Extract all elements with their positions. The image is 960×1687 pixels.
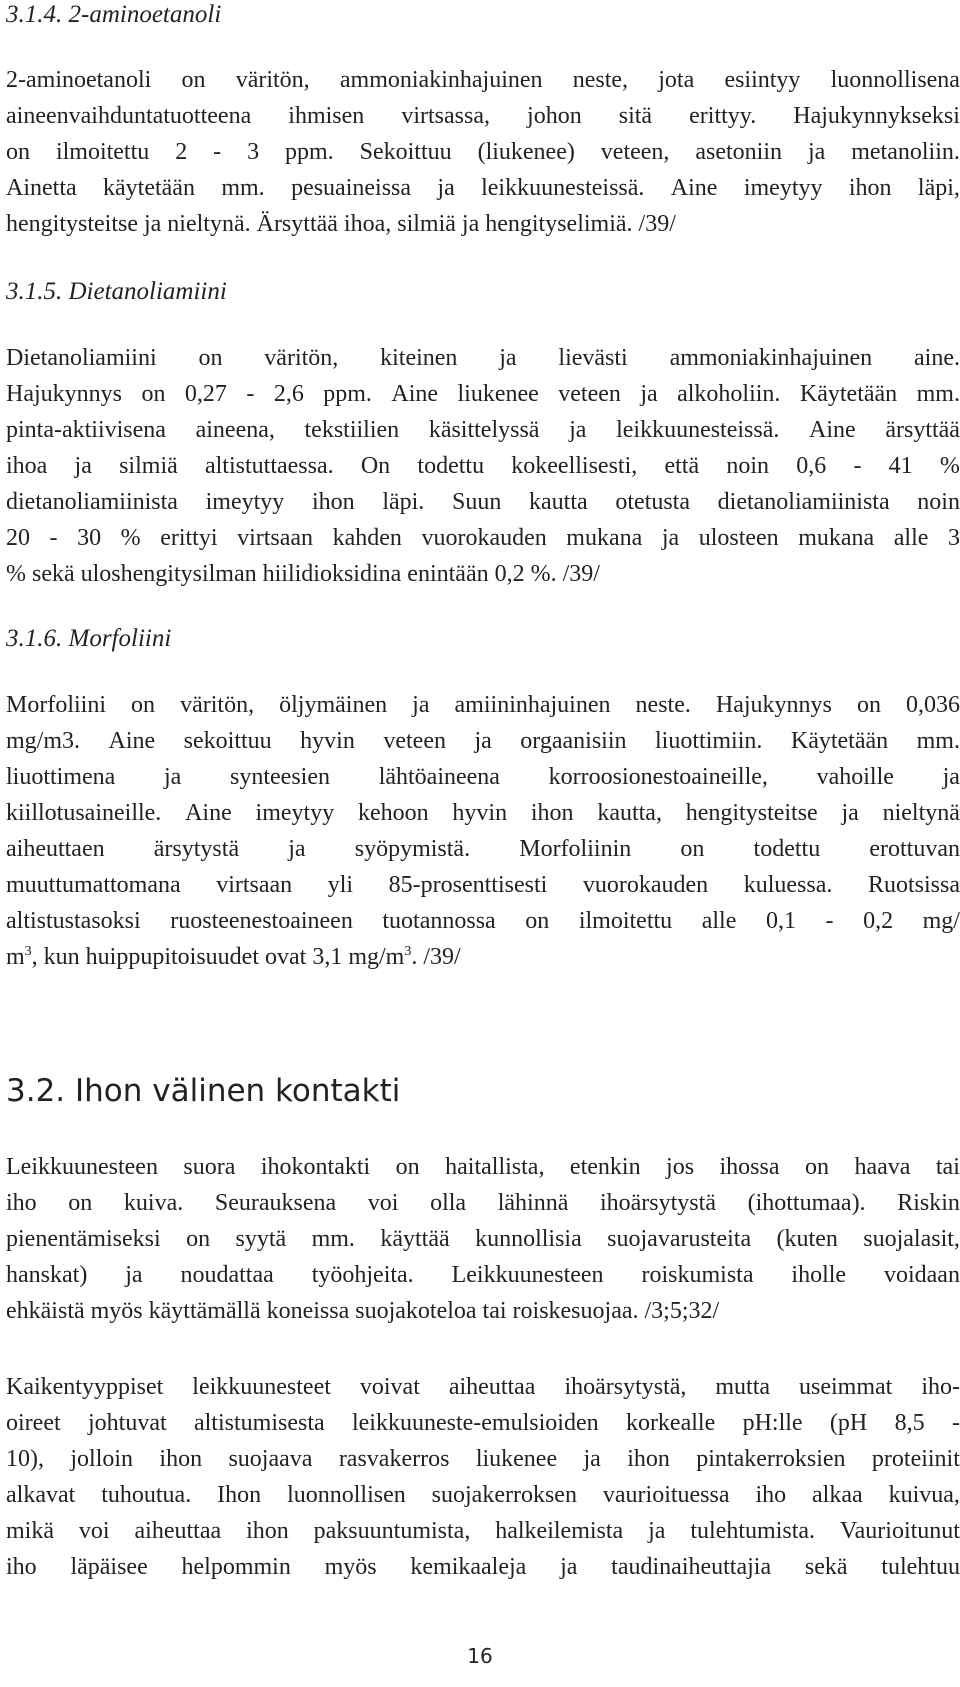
text-line: muuttumattomana virtsaan yli 85-prosenttisesti vuorokauden kuluessa. Ruotsissa [6, 872, 960, 898]
text-line: on ilmoitettu 2 - 3 ppm. Sekoittuu (liukenee) veteen, asetoniin ja metanoliin. [6, 139, 960, 165]
text-line: Hajukynnys on 0,27 - 2,6 ppm. Aine liukenee veteen ja alkoholiin. Käytetään mm. [6, 381, 960, 407]
text-fragment: m [6, 944, 25, 970]
text-fragment: , kun huippupitoisuudet ovat 3,1 mg/m [31, 944, 405, 970]
text-line: hengitysteitse ja nieltynä. Ärsyttää ihoa, silmiä ja hengityselimiä. /39/ [6, 211, 676, 237]
text-line: Morfoliini on väritön, öljymäinen ja amiininhajuinen neste. Hajukynnys on 0,036 [6, 692, 960, 718]
text-line: aiheuttaen ärsytystä ja syöpymistä. Morfoliinin on todettu erottuvan [6, 836, 960, 862]
text-line: pienentämiseksi on syytä mm. käyttää kunnollisia suojavarusteita (kuten suojalasit, [6, 1226, 960, 1252]
text-line: aineenvaihduntatuotteena ihmisen virtsassa, johon sitä erittyy. Hajukynnykseksi [6, 103, 960, 129]
superscript: 3 [404, 944, 412, 959]
section-heading-morfoliini: 3.1.6. Morfoliini [6, 625, 172, 652]
page-number: 16 [467, 1644, 493, 1668]
text-line: alkavat tuhoutua. Ihon luonnollisen suojakerroksen vaurioituessa iho alkaa kuivua, [6, 1482, 960, 1508]
text-line: 2-aminoetanoli on väritön, ammoniakinhajuinen neste, jota esiintyy luonnollisena [6, 67, 960, 93]
text-line: altistustasoksi ruosteenestoaineen tuotannossa on ilmoitettu alle 0,1 - 0,2 mg/ [6, 908, 960, 934]
text-line: dietanoliamiinista imeytyy ihon läpi. Suun kautta otetusta dietanoliamiinista noin [6, 489, 960, 515]
text-line: Ainetta käytetään mm. pesuaineissa ja leikkuunesteissä. Aine imeytyy ihon läpi, [6, 175, 960, 201]
text-line: iho on kuiva. Seurauksena voi olla lähinnä ihoärsytystä (ihottumaa). Riskin [6, 1190, 960, 1216]
text-line: Dietanoliamiini on väritön, kiteinen ja lievästi ammoniakinhajuinen aine. [6, 345, 960, 371]
superscript: 3 [24, 944, 32, 959]
text-line: Leikkuunesteen suora ihokontakti on haitallista, etenkin jos ihossa on haava tai [6, 1154, 960, 1180]
text-line: oireet johtuvat altistumisesta leikkuuneste-emulsioiden korkealle pH:lle (pH 8,5 - [6, 1410, 960, 1436]
paragraph-dietanoliamiini [6, 340, 960, 592]
text-line-with-superscripts [6, 939, 960, 975]
text-line: kiillotusaineille. Aine imeytyy kehoon hyvin ihon kautta, hengitysteitse ja nieltynä [6, 800, 960, 826]
section-heading-2-aminoetanoli: 3.1.4. 2-aminoetanoli [6, 1, 222, 28]
paragraph-morfoliini [6, 687, 960, 975]
text-line: hanskat) ja noudattaa työohjeita. Leikkuunesteen roiskumista iholle voidaan [6, 1262, 960, 1288]
text-line: 10), jolloin ihon suojaava rasvakerros liukenee ja ihon pintakerroksien proteiinit [6, 1446, 960, 1472]
text-line: liuottimena ja synteesien lähtöaineena korroosionestoaineille, vahoille ja [6, 764, 960, 790]
text-line: 20 - 30 % erittyi virtsaan kahden vuorokauden mukana ja ulosteen mukana alle 3 [6, 525, 960, 551]
text-line: mg/m3. Aine sekoittuu hyvin veteen ja orgaanisiin liuottimiin. Käytetään mm. [6, 728, 960, 754]
paragraph-ihokontakti [6, 1149, 960, 1329]
text-line: mikä voi aiheuttaa ihon paksuuntumista, halkeilemista ja tulehtumista. Vaurioitunut [6, 1518, 960, 1544]
text-line: ehkäistä myös käyttämällä koneissa suojakoteloa tai roiskesuojaa. /3;5;32/ [6, 1298, 720, 1324]
paragraph-2-aminoetanoli [6, 62, 960, 242]
text-line: pinta-aktiivisena aineena, tekstiilien käsittelyssä ja leikkuunesteissä. Aine ärsyttää [6, 417, 960, 443]
text-line: iho läpäisee helpommin myös kemikaaleja ja taudinaiheuttajia sekä tulehtuu [6, 1554, 960, 1580]
text-fragment: . /39/ [411, 944, 461, 970]
paragraph-ihoarsytys [6, 1369, 960, 1585]
text-line: ihoa ja silmiä altistuttaessa. On todettu kokeellisesti, että noin 0,6 - 41 % [6, 453, 960, 479]
text-line: % sekä uloshengitysilman hiilidioksidina enintään 0,2 %. /39/ [6, 561, 600, 587]
text-line: Kaikentyyppiset leikkuunesteet voivat aiheuttaa ihoärsytystä, mutta useimmat iho- [6, 1374, 960, 1400]
section-heading-ihon-valinen-kontakti: 3.2. Ihon välinen kontakti [6, 1073, 401, 1109]
section-heading-dietanoliamiini: 3.1.5. Dietanoliamiini [6, 278, 227, 305]
